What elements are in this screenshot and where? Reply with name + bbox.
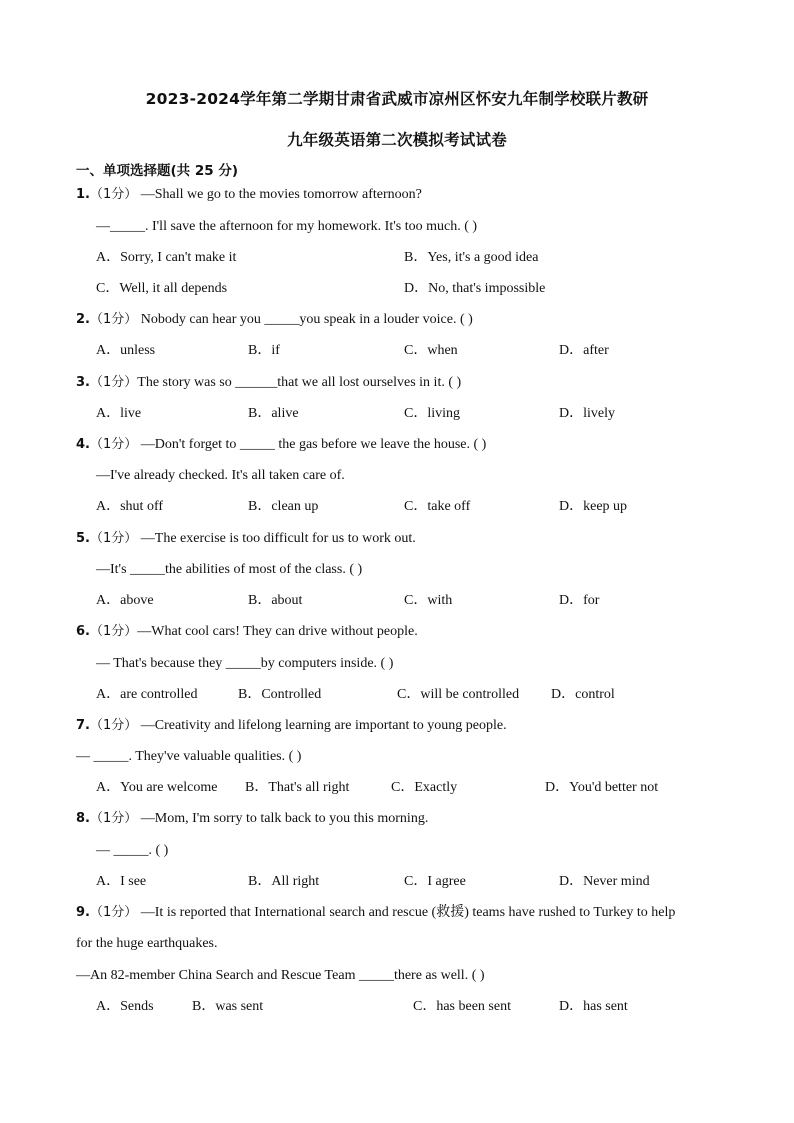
question-3-option-d[interactable]: D．lively — [559, 406, 615, 421]
question-stem: The story was so ______that we all lost ourselves in it. ( ) — [137, 375, 462, 390]
question-number: 9. — [76, 905, 90, 920]
question-7-option-a[interactable]: A．You are welcome — [96, 780, 218, 795]
question-7-option-c[interactable]: C．Exactly — [391, 780, 458, 795]
question-score: （1分） — [89, 905, 138, 920]
question-5-option-a[interactable]: A．above — [96, 593, 154, 608]
question-9-option-c[interactable]: C．has been sent — [413, 999, 511, 1014]
question-number: 3. — [76, 375, 90, 390]
question-number: 1. — [76, 187, 90, 202]
question-score: （1分） — [89, 624, 138, 639]
exam-title-line-2: 九年级英语第二次模拟考试试卷 — [287, 131, 507, 149]
question-number: 4. — [76, 437, 90, 452]
question-number: 8. — [76, 811, 90, 826]
question-stem: —Shall we go to the movies tomorrow afternoon? — [137, 187, 422, 202]
question-score: （1分） — [89, 531, 138, 546]
question-9-option-b[interactable]: B．was sent — [192, 999, 264, 1014]
question-score: （1分） — [89, 811, 138, 826]
question-1-line-1 — [76, 186, 422, 204]
question-6-option-c[interactable]: C．will be controlled — [397, 687, 520, 702]
question-7-option-b[interactable]: B．That's all right — [245, 780, 350, 795]
question-8-option-d[interactable]: D．Never mind — [559, 874, 650, 889]
question-8-option-c[interactable]: C．I agree — [404, 874, 466, 889]
question-number: 2. — [76, 312, 90, 327]
question-6-option-d[interactable]: D．control — [551, 687, 615, 702]
question-9-line-2: for the huge earthquakes. — [76, 936, 218, 951]
question-6-option-a[interactable]: A．are controlled — [96, 687, 198, 702]
question-1-option-a[interactable]: A．Sorry, I can't make it — [96, 250, 237, 265]
question-stem: —Don't forget to _____ the gas before we leave the house. ( ) — [137, 437, 487, 452]
question-score: （1分） — [89, 718, 138, 733]
question-4-line-1 — [76, 436, 486, 454]
section-heading: 一、单项选择题(共 25 分) — [76, 163, 239, 179]
question-4-option-d[interactable]: D．keep up — [559, 499, 628, 514]
question-2-option-d[interactable]: D．after — [559, 343, 609, 358]
exam-title-line-1: 2023-2024学年第二学期甘肃省武威市凉州区怀安九年制学校联片教研 — [145, 90, 649, 108]
question-6-line-2: — That's because they _____by computers inside. ( ) — [96, 656, 394, 671]
question-2-line-1 — [76, 311, 473, 329]
question-9-line-3: —An 82-member China Search and Rescue Team _____there as well. ( ) — [76, 968, 485, 983]
question-8-option-a[interactable]: A．I see — [96, 874, 147, 889]
question-5-option-b[interactable]: B．about — [248, 593, 303, 608]
question-stem: —It is reported that International search and rescue (救援) teams have rushed to Turkey to help — [137, 905, 676, 920]
question-7-option-d[interactable]: D．You'd better not — [545, 780, 659, 795]
question-7-line-2: — _____. They've valuable qualities. ( ) — [76, 749, 302, 764]
question-6-line-1 — [76, 623, 418, 641]
question-1-option-d[interactable]: D．No, that's impossible — [404, 281, 546, 296]
question-8-line-1 — [76, 810, 428, 828]
question-1-option-c[interactable]: C．Well, it all depends — [96, 281, 228, 296]
question-number: 6. — [76, 624, 90, 639]
question-score: （1分） — [89, 375, 138, 390]
question-stem: —The exercise is too difficult for us to work out. — [137, 531, 416, 546]
question-1-option-b[interactable]: B．Yes, it's a good idea — [404, 250, 539, 265]
question-number: 7. — [76, 718, 90, 733]
question-4-option-a[interactable]: A．shut off — [96, 499, 164, 514]
question-number: 5. — [76, 531, 90, 546]
question-7-line-1 — [76, 717, 507, 735]
question-3-option-b[interactable]: B．alive — [248, 406, 299, 421]
question-stem: Nobody can hear you _____you speak in a louder voice. ( ) — [137, 312, 473, 327]
question-2-option-b[interactable]: B．if — [248, 343, 280, 358]
question-4-option-b[interactable]: B．clean up — [248, 499, 319, 514]
question-2-option-c[interactable]: C．when — [404, 343, 458, 358]
question-score: （1分） — [89, 437, 138, 452]
question-5-line-2: —It's _____the abilities of most of the class. ( ) — [96, 562, 363, 577]
question-score: （1分） — [89, 187, 138, 202]
question-3-option-a[interactable]: A．live — [96, 406, 142, 421]
question-stem: —What cool cars! They can drive without people. — [137, 624, 418, 639]
question-4-option-c[interactable]: C．take off — [404, 499, 471, 514]
question-2-option-a[interactable]: A．unless — [96, 343, 156, 358]
question-3-line-1 — [76, 374, 461, 392]
question-3-option-c[interactable]: C．living — [404, 406, 461, 421]
question-5-option-d[interactable]: D．for — [559, 593, 600, 608]
question-1-line-2: —_____. I'll save the afternoon for my homework. It's too much. ( ) — [96, 219, 478, 234]
question-8-line-2: — _____. ( ) — [96, 843, 169, 858]
question-stem: —Creativity and lifelong learning are important to young people. — [137, 718, 507, 733]
question-6-option-b[interactable]: B．Controlled — [238, 687, 322, 702]
question-5-line-1 — [76, 530, 416, 548]
question-4-line-2: —I've already checked. It's all taken care of. — [96, 468, 345, 483]
question-9-line-1 — [76, 904, 675, 922]
question-9-option-d[interactable]: D．has sent — [559, 999, 628, 1014]
question-5-option-c[interactable]: C．with — [404, 593, 453, 608]
question-stem: —Mom, I'm sorry to talk back to you this morning. — [137, 811, 429, 826]
question-8-option-b[interactable]: B．All right — [248, 874, 320, 889]
question-9-option-a[interactable]: A．Sends — [96, 999, 154, 1014]
question-score: （1分） — [89, 312, 138, 327]
